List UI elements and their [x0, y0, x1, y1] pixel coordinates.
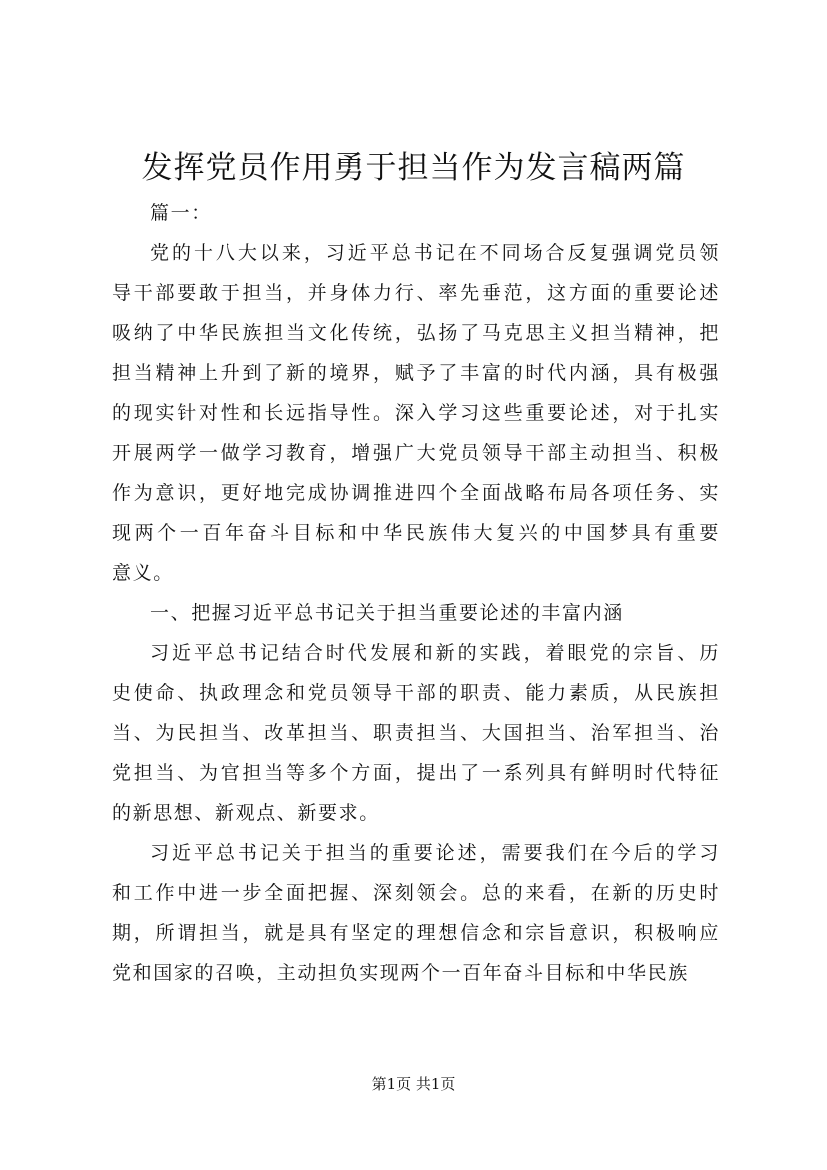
paragraph-line: 的新思想、新观点、新要求。 [112, 802, 380, 824]
paragraph [112, 633, 720, 833]
paragraph-line: 作为意识，更好地完成协调推进四个全面战略布局各项任务、实 [112, 482, 720, 504]
paragraph-line: 习近平总书记关于担当的重要论述，需要我们在今后的学习 [150, 842, 720, 864]
paragraph-line: 一、把握习近平总书记关于担当重要论述的丰富内涵 [150, 602, 624, 624]
paragraph [112, 833, 720, 993]
paragraph-line: 意义。 [112, 562, 174, 584]
paragraph-line: 党的十八大以来，习近平总书记在不同场合反复强调党员领 [150, 242, 720, 264]
paragraph-line: 担当精神上升到了新的境界，赋予了丰富的时代内涵，具有极强 [112, 362, 720, 384]
paragraph-line: 导干部要敢于担当，并身体力行、率先垂范，这方面的重要论述 [112, 282, 720, 304]
paragraph-container [112, 233, 720, 993]
page-footer: 第1页 共1页 [371, 1075, 456, 1093]
paragraph-line: 当、为民担当、改革担当、职责担当、大国担当、治军担当、治 [112, 722, 720, 744]
paragraph-line: 党担当、为官担当等多个方面，提出了一系列具有鲜明时代特征 [112, 762, 720, 784]
paragraph-line: 党和国家的召唤，主动担负实现两个一百年奋斗目标和中华民族 [112, 962, 689, 984]
paragraph-line: 现两个一百年奋斗目标和中华民族伟大复兴的中国梦具有重要 [112, 522, 720, 544]
paragraph-line: 期，所谓担当，就是具有坚定的理想信念和宗旨意识，积极响应 [112, 922, 720, 944]
paragraph [112, 593, 720, 633]
paragraph-line: 吸纳了中华民族担当文化传统，弘扬了马克思主义担当精神，把 [112, 322, 720, 344]
document-body [112, 193, 720, 993]
paragraph [112, 233, 720, 593]
paragraph-line: 史使命、执政理念和党员领导干部的职责、能力素质，从民族担 [112, 682, 720, 704]
section-label: 篇一： [150, 202, 212, 224]
paragraph-line: 的现实针对性和长远指导性。深入学习这些重要论述，对于扎实 [112, 402, 720, 424]
paragraph-line: 习近平总书记结合时代发展和新的实践，着眼党的宗旨、历 [150, 642, 720, 664]
paragraph-line: 开展两学一做学习教育，增强广大党员领导干部主动担当、积极 [112, 442, 720, 464]
paragraph-line: 和工作中进一步全面把握、深刻领会。总的来看，在新的历史时 [112, 882, 720, 904]
document-title: 发挥党员作用勇于担当作为发言稿两篇 [141, 150, 686, 186]
